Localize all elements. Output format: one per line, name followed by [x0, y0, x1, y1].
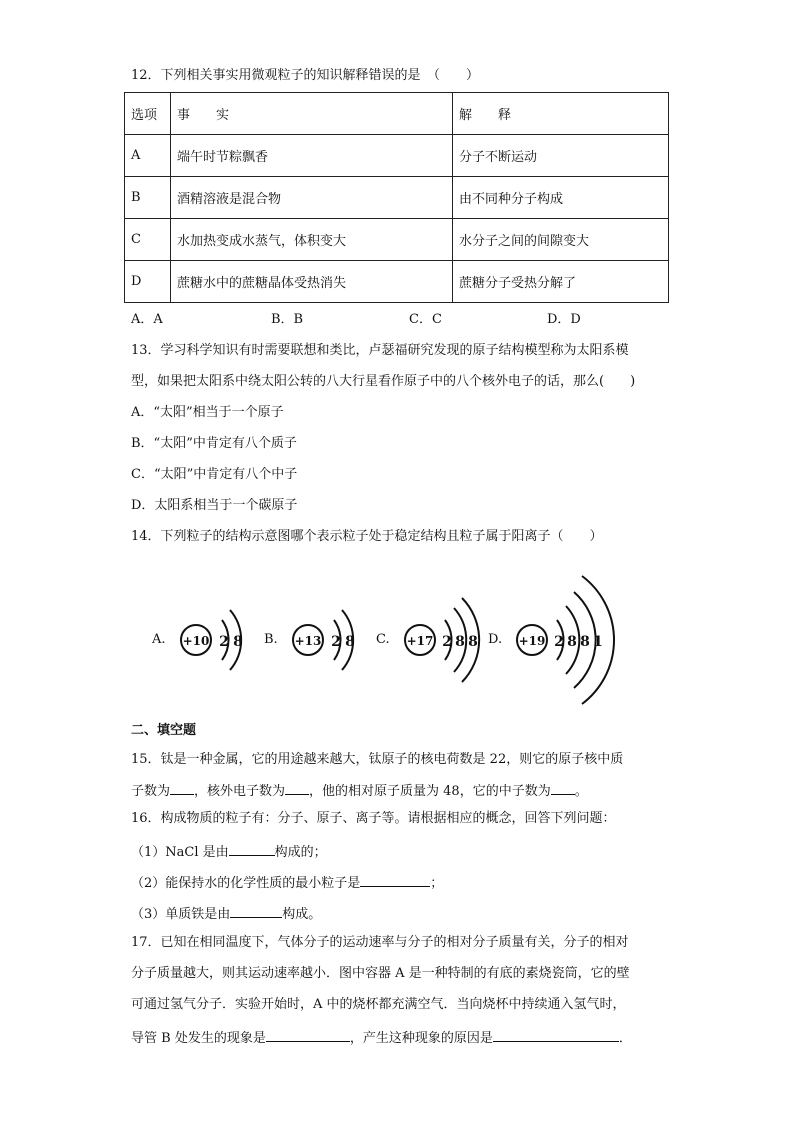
- choice-c[interactable]: C．C: [409, 312, 442, 327]
- q17-blank-reason[interactable]: [493, 1027, 619, 1042]
- table-cell: A: [125, 135, 171, 177]
- table-cell: C: [125, 219, 171, 261]
- q13-option-c[interactable]: C．“太阳”中肯定有八个中子: [131, 467, 298, 482]
- table-cell: 端午时节粽飘香: [171, 135, 453, 177]
- electron-count: 8: [233, 634, 243, 650]
- q16-text: ；: [430, 876, 444, 891]
- q13-stem-line2: 型，如果把太阳系中绕太阳公转的八大行星看作原子中的八个核外电子的话，那么( ): [131, 374, 636, 389]
- q15-line2: [131, 780, 588, 801]
- electron-count: 8: [580, 634, 590, 650]
- q16-sub3: [131, 903, 321, 924]
- q13-option-d[interactable]: D．太阳系相当于一个碳原子: [131, 498, 298, 513]
- q12-choices: [131, 311, 631, 329]
- electron-count: 8: [567, 634, 577, 650]
- table-header-cell: 解 释: [453, 93, 669, 135]
- table-row: [125, 135, 669, 177]
- table-cell: 由不同种分子构成: [453, 177, 669, 219]
- q16-stem: 16．构成物质的粒子有：分子、原子、离子等。请根据相应的概念，回答下列问题：: [131, 811, 616, 826]
- atom-a-label[interactable]: A.: [152, 632, 166, 647]
- electron-count: 2: [331, 634, 341, 650]
- q16-blank-iron[interactable]: [230, 903, 282, 918]
- q16-text: 构成的；: [274, 845, 327, 860]
- table-cell: 酒精溶液是混合物: [171, 177, 453, 219]
- q15-blank-neutrons[interactable]: [551, 780, 575, 795]
- q17-line1: 17．已知在相同温度下，气体分子的运动速率与分子的相对分子质量有关，分子的相对: [131, 935, 629, 950]
- table-header-row: [125, 93, 669, 135]
- q16-blank-nacl[interactable]: [229, 841, 275, 856]
- table-header-cell: 选项: [125, 93, 171, 135]
- q17-line3: 可通过氢气分子．实验开始时，A 中的烧杯都充满空气．当向烧杯中持续通入氢气时，: [131, 997, 626, 1012]
- q15-blank-protons[interactable]: [170, 780, 194, 795]
- q15-text: 子数为: [131, 784, 171, 799]
- q17-text: ．: [618, 1031, 632, 1046]
- atom-d-label[interactable]: D.: [488, 632, 503, 647]
- electron-count: 2: [219, 634, 229, 650]
- q16-text: （1）NaCl 是由: [131, 845, 229, 860]
- table-row: [125, 177, 669, 219]
- table-header-cell: 事 实: [171, 93, 453, 135]
- table-row: [125, 219, 669, 261]
- nucleus-charge: +13: [294, 634, 322, 648]
- section-title: 二、填空题: [131, 723, 197, 738]
- q16-sub2: [131, 872, 443, 893]
- table-cell: 分子不断运动: [453, 135, 669, 177]
- q15-text: ，核外电子数为: [194, 784, 286, 799]
- table-cell: D: [125, 261, 171, 303]
- nucleus-charge: +19: [518, 634, 546, 648]
- table-cell: 蔗糖水中的蔗糖晶体受热消失: [171, 261, 453, 303]
- choice-b[interactable]: B．B: [271, 312, 304, 327]
- nucleus-charge: +17: [406, 634, 434, 648]
- q17-text: ，产生这种现象的原因是: [349, 1031, 493, 1046]
- q14-stem: 14．下列粒子的结构示意图哪个表示粒子处于稳定结构且粒子属于阳离子（ ）: [131, 529, 603, 544]
- atom-diagrams: [140, 568, 620, 718]
- atom-c-label[interactable]: C.: [376, 632, 390, 647]
- q17-line4: [131, 1027, 632, 1048]
- q15-blank-electrons[interactable]: [285, 780, 309, 795]
- electron-count: 1: [593, 634, 603, 650]
- q13-option-a[interactable]: A．“太阳”相当于一个原子: [131, 405, 284, 420]
- atom-b-label[interactable]: B.: [264, 632, 278, 647]
- q15-text: 。: [574, 784, 588, 799]
- choice-a[interactable]: A．A: [131, 312, 163, 327]
- q13-stem-line1: 13．学习科学知识有时需要联想和类比，卢瑟福研究发现的原子结构模型称为太阳系模: [131, 343, 629, 358]
- table-cell: B: [125, 177, 171, 219]
- q17-blank-phenomenon[interactable]: [266, 1027, 350, 1042]
- q12-stem: 12．下列相关事实用微观粒子的知识解释错误的是 （ ）: [131, 68, 480, 83]
- table-cell: 蔗糖分子受热分解了: [453, 261, 669, 303]
- choice-d[interactable]: D．D: [547, 312, 581, 327]
- q17-text: 导管 B 处发生的现象是: [131, 1031, 266, 1046]
- electron-count: 8: [345, 634, 355, 650]
- table-cell: 水分子之间的间隙变大: [453, 219, 669, 261]
- table-row: [125, 261, 669, 303]
- q16-blank-water[interactable]: [360, 872, 430, 887]
- nucleus-charge: +10: [182, 634, 210, 648]
- electron-count: 8: [455, 634, 465, 650]
- electron-count: 2: [442, 634, 452, 650]
- q16-sub1: [131, 841, 327, 862]
- q17-line2: 分子质量越大，则其运动速率越小．图中容器 A 是一种特制的有底的素烧瓷筒，它的壁: [131, 966, 630, 981]
- q15-line1: 15．钛是一种金属，它的用途越来越大，钛原子的核电荷数是 22，则它的原子核中质: [131, 752, 624, 767]
- q16-text: 构成。: [282, 907, 322, 922]
- q16-text: （2）能保持水的化学性质的最小粒子是: [131, 876, 361, 891]
- electron-count: 2: [554, 634, 564, 650]
- q13-option-b[interactable]: B．“太阳”中肯定有八个质子: [131, 436, 297, 451]
- q16-text: （3）单质铁是由: [131, 907, 231, 922]
- electron-count: 8: [468, 634, 478, 650]
- facts-table: [124, 92, 669, 303]
- q15-text: ，他的相对原子质量为 48，它的中子数为: [309, 784, 551, 799]
- table-cell: 水加热变成水蒸气，体积变大: [171, 219, 453, 261]
